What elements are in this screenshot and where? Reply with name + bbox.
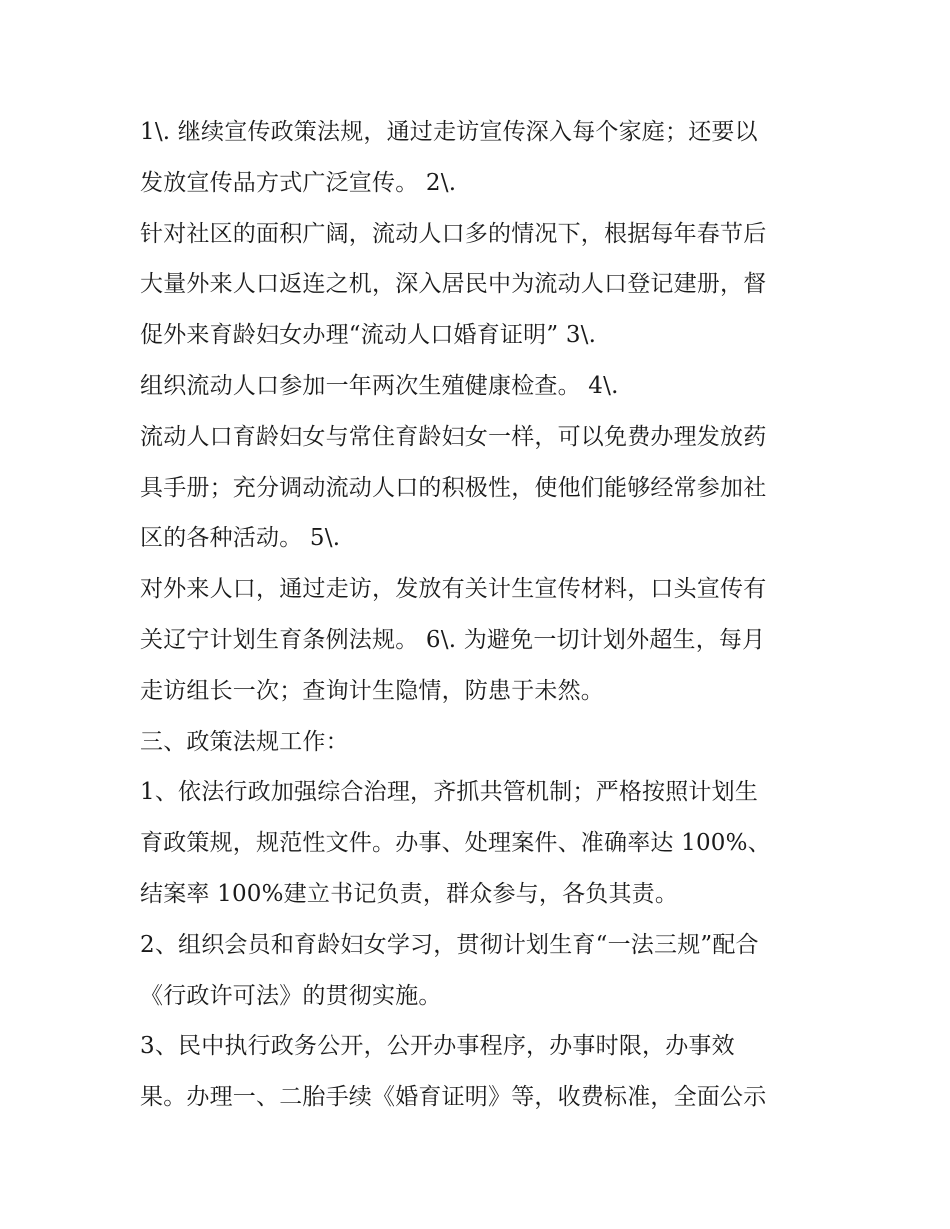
text-line: 《行政许可法》的贯彻实施。 xyxy=(140,982,442,1009)
text-line: 流动人口育龄妇女与常住育龄妇女一样，可以免费办理发放药 xyxy=(140,423,767,450)
text-line: 走访组长一次；查询计生隐情，防患于未然。 xyxy=(140,677,604,704)
text-line: 大量外来人口返连之机，深入居民中为流动人口登记建册，督 xyxy=(140,271,767,298)
text-line: 2、组织会员和育龄妇女学习，贯彻计划生育“一法三规”配合 xyxy=(140,931,759,958)
text-line: 1、依法行政加强综合治理，齐抓共管机制；严格按照计划生 xyxy=(140,779,759,806)
text-line: 关辽宁计划生育条例法规。 6\. 为避免一切计划外超生，每月 xyxy=(140,626,766,653)
text-line: 具手册；充分调动流动人口的积极性，使他们能够经常参加社 xyxy=(140,474,767,501)
text-line: 3、民中执行政务公开，公开办事程序，办事时限，办事效 xyxy=(140,1033,735,1060)
text-line: 育政策规，规范性文件。办事、处理案件、准确率达 100%、 xyxy=(140,830,771,857)
text-line: 组织流动人口参加一年两次生殖健康检查。 4\. xyxy=(140,372,619,399)
text-line: 果。办理一、二胎手续《婚育证明》等，收费标准，全面公示 xyxy=(140,1084,767,1111)
text-line: 发放宣传品方式广泛宣传。 2\. xyxy=(140,169,457,196)
text-line: 结案率 100%建立书记负责，群众参与，各负其责。 xyxy=(140,880,679,907)
text-line: 对外来人口，通过走访，发放有关计生宣传材料，口头宣传有 xyxy=(140,576,767,603)
document-body xyxy=(140,107,830,1123)
text-line: 促外来育龄妇女办理“流动人口婚育证明” 3\. xyxy=(140,322,597,349)
text-line: 1\. 继续宣传政策法规，通过走访宣传深入每个家庭；还要以 xyxy=(140,119,758,145)
text-line: 区的各种活动。 5\. xyxy=(140,525,341,552)
text-line: 针对社区的面积广阔，流动人口多的情况下，根据每年春节后 xyxy=(140,220,767,247)
section-heading: 三、政策法规工作： xyxy=(140,728,349,755)
